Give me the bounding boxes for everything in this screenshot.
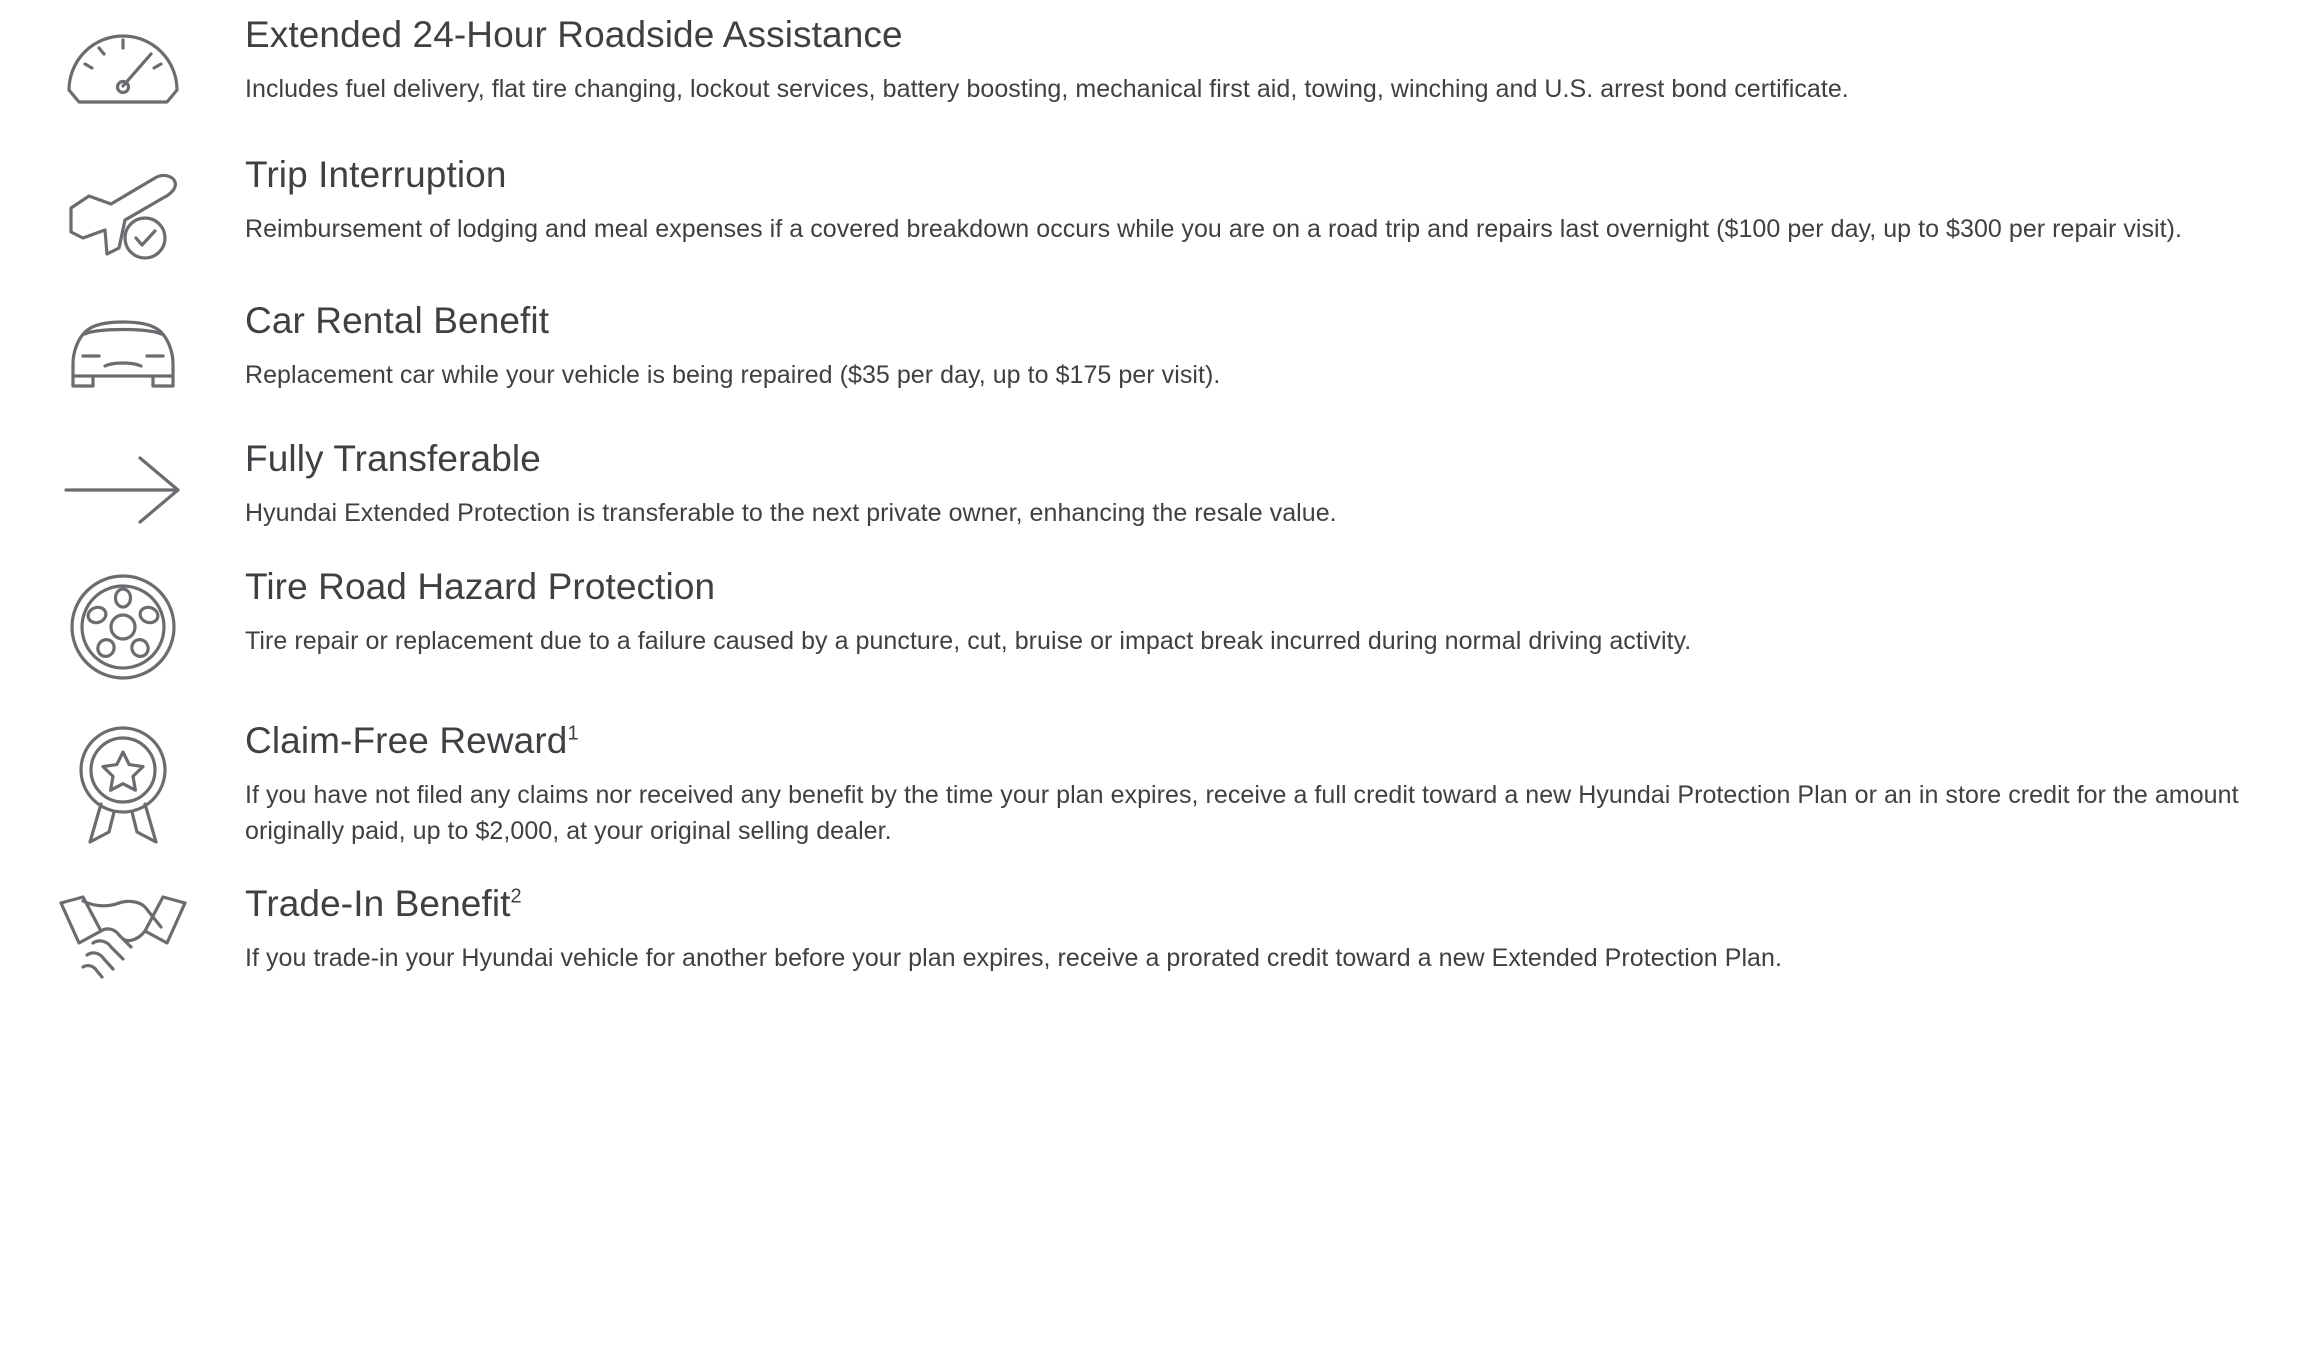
benefit-description: Tire repair or replacement due to a failure caused by a puncture, cut, bruise or impact break incurred during normal driving activity. (245, 627, 1692, 655)
benefit-item (0, 152, 2318, 268)
benefit-item (0, 298, 2318, 404)
benefit-title (245, 564, 2268, 610)
benefit-title (245, 436, 2268, 482)
benefit-item (0, 436, 2318, 532)
benefit-description: If you trade-in your Hyundai vehicle for another before your plan expires, receive a prorated credit toward a new Extended Protection Plan. (245, 944, 1782, 973)
benefit-item (0, 564, 2318, 686)
gauge-icon (0, 12, 245, 124)
benefit-description: Reimbursement of lodging and meal expenses if a covered breakdown occurs while you are on a road trip and repairs last overnight ($100 per day, up to $300 per repair visit). (245, 215, 2183, 244)
benefit-item (0, 881, 2318, 983)
benefit-title (245, 718, 2268, 764)
benefit-item (0, 718, 2318, 849)
benefit-text (245, 298, 2278, 394)
benefit-title-text: Trade-In Benefit (245, 883, 511, 924)
benefit-title-text: Tire Road Hazard Protection (245, 565, 716, 607)
benefit-title-text: Claim-Free Reward (245, 719, 568, 761)
benefit-text (245, 718, 2278, 849)
car-front-icon (0, 298, 245, 404)
benefit-title (245, 881, 2268, 927)
award-ribbon-icon (0, 718, 245, 847)
benefit-text (245, 12, 2278, 108)
benefit-description: Includes fuel delivery, flat tire changing, lockout services, battery boosting, mechanical first aid, towing, winching and U.S. arrest bond certificate. (245, 75, 1849, 104)
benefit-title (245, 152, 2268, 198)
benefit-title-text: Car Rental Benefit (245, 300, 550, 341)
benefit-item (0, 12, 2318, 124)
benefit-description: Hyundai Extended Protection is transferable to the next private owner, enhancing the resale value. (245, 499, 1337, 528)
benefit-title (245, 298, 2268, 344)
benefit-text (245, 152, 2278, 248)
tire-wheel-icon (0, 564, 245, 686)
benefit-text (245, 436, 2278, 532)
benefit-description: Replacement car while your vehicle is being repaired ($35 per day, up to $175 per visit). (245, 361, 1221, 390)
benefit-title-text: Fully Transferable (245, 438, 541, 479)
benefit-description: If you have not filed any claims nor received any benefit by the time your plan expires, receive a full credit toward a new Hyundai Protection Plan or an in store credit for the amount originally paid, up to $2,000, at your original selling dealer. (245, 781, 2239, 845)
handshake-icon (0, 881, 245, 983)
benefit-title (245, 12, 2268, 58)
airplane-check-icon (0, 152, 245, 268)
arrow-right-icon (0, 436, 245, 530)
benefit-title-superscript: 2 (510, 885, 522, 908)
benefit-text (245, 881, 2278, 977)
benefit-title-text: Trip Interruption (245, 154, 507, 195)
benefit-text (245, 564, 2278, 660)
benefit-title-text: Extended 24-Hour Roadside Assistance (245, 14, 903, 55)
benefit-title-superscript: 1 (567, 722, 579, 745)
